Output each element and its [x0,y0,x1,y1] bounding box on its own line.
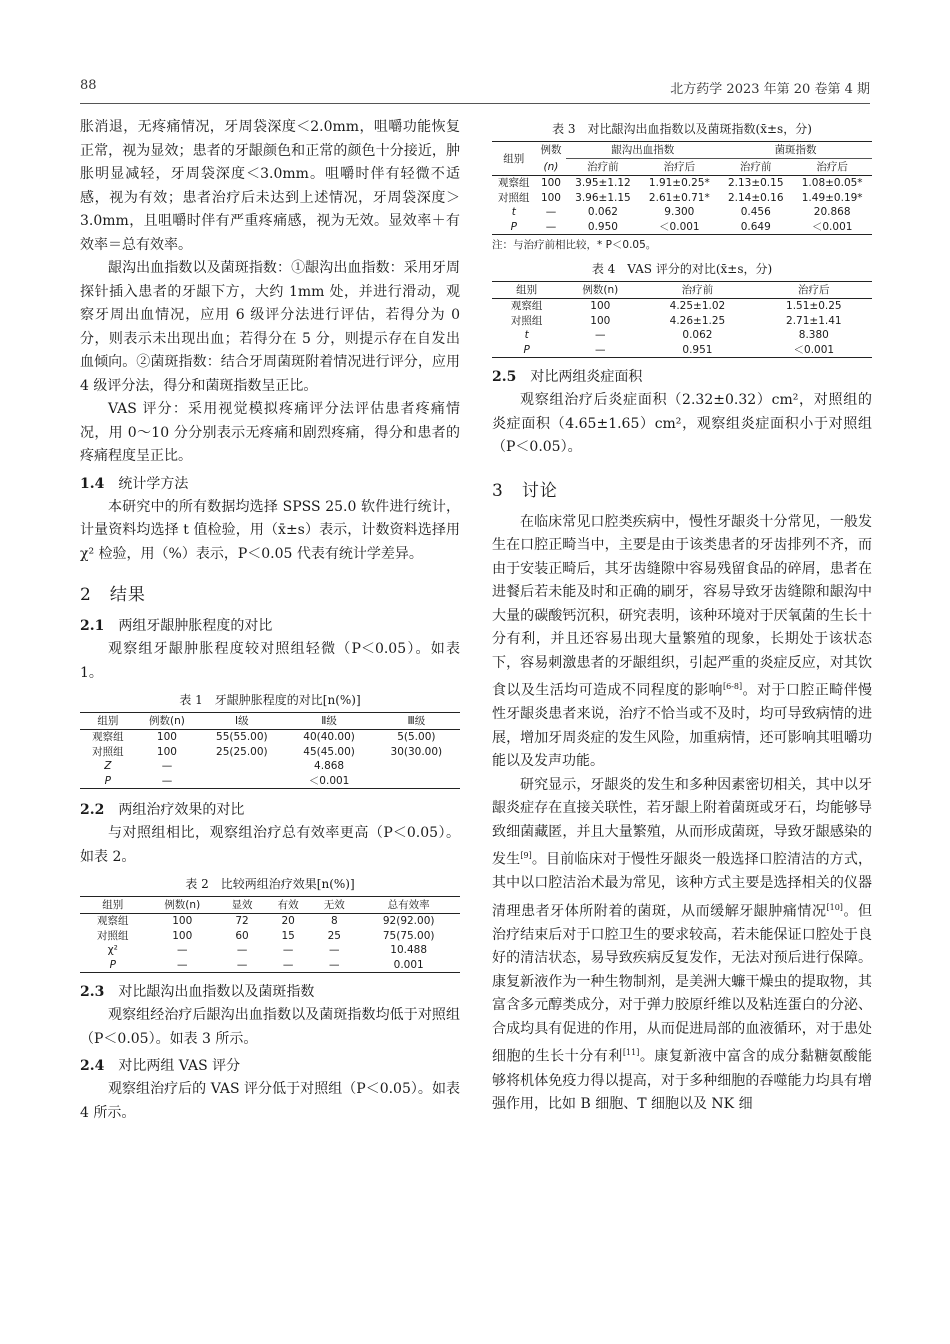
table-1: 组别 例数(n) Ⅰ级 Ⅱ级 Ⅲ级 观察组 100 55(55.00) 40(40.00) 5(5.00) 对照组 100 25(25.00) 45(45.00) 30(30.00) Z — 4.868 P — ＜0.001 [80,712,460,789]
paragraph: 观察组牙龈肿胀程度较对照组轻微（P＜0.05）。如表 1。 [80,641,460,681]
page-header [80,78,870,102]
section-heading: 2.2 两组治疗效果的对比 [80,802,245,818]
paragraph: 观察组经治疗后龈沟出血指数以及菌斑指数均低于对照组（P＜0.05）。如表 3 所示。 [80,1007,460,1047]
table-row: t — 0.062 9.300 0.456 20.868 [511,206,851,218]
journal-title: 北方药学 2023 年第 20 卷第 4 期 [670,82,870,97]
page-number: 88 [80,78,97,93]
citation: [10] [826,902,843,912]
table-row: 观察组 100 4.25±1.02 1.51±0.25 [510,300,842,312]
paragraph: 观察组治疗后的 VAS 评分低于对照组（P＜0.05）。如表 4 所示。 [80,1081,460,1121]
section-title: 3 讨论 [492,480,558,501]
table-row: 对照组 100 3.96±1.15 2.61±0.71* 2.14±0.16 1.49±0.19* [498,191,863,204]
table-row: P — — — — 0.001 [109,958,424,971]
citation: [9] [520,851,532,861]
table-row: 观察组 100 55(55.00) 40(40.00) 5(5.00) [92,731,436,743]
paragraph: 胀消退，无疼痛情况，牙周袋深度＜2.0mm，咀嚼功能恢复正常，视为显效；患者的牙龈颜色和正常的颜色十分接近，肿胀明显减轻，牙周袋深度＜3.0mm。咀嚼时伴有轻微不适感，视为有效；患者治疗后未达到上述情况，牙周袋深度＞3.0mm，且咀嚼时伴有严重疼痛感，视为无效。显效率＋有效率＝总有效率。 [80,119,460,253]
paragraph: 与对照组相比，观察组治疗总有效率更高（P＜0.05）。如表 2。 [80,825,460,865]
table-row: P — 0.951 ＜0.001 [523,343,835,356]
table-caption: 表 4 VAS 评分的对比(x̄±s，分) [591,262,773,276]
section-heading: 2.4 对比两组 VAS 评分 [80,1058,241,1074]
citation: [6-8] [722,682,743,691]
table-row: t — 0.062 8.380 [524,329,829,341]
section-title: 2 结果 [80,585,146,605]
section-heading: 2.5 对比两组炎症面积 [492,369,643,385]
paragraph: 本研究中的所有数据均选择 SPSS 25.0 软件进行统计，计量资料均选择 t 值检验，用（x̄±s）表示，计数资料选择用 χ² 检验，用（%）表示，P＜0.05 代表有统计学差异。 [80,498,460,562]
table-row: 观察组 100 3.95±1.12 1.91±0.25* 2.13±0.15 1.08±0.05* [498,177,863,189]
table-caption: 表 2 比较两组治疗效果[n(%)] [185,877,355,891]
table-caption: 表 1 牙龈肿胀程度的对比[n(%)] [179,693,361,707]
section-heading: 2.1 两组牙龈肿胀程度的对比 [80,618,273,634]
table-row: Z — 4.868 [104,760,345,772]
table-row: χ² — — — — 10.488 [107,944,428,956]
table-row: 对照组 100 25(25.00) 45(45.00) 30(30.00) [92,745,443,758]
section-heading: 1.4 统计学方法 [80,475,189,492]
paragraph: 研究显示，牙龈炎的发生和多种因素密切相关，其中以牙龈炎症存在直接关联性，若牙龈上附着菌斑或牙石，均能够导致细菌藏匿，并且大量繁殖，从而形成菌斑，导致牙龈感染的发生[9]。目前临床对于慢性牙龈炎一般选择口腔清洁的方式，其中以口腔洁治术最为常见，该种方式主要是选择相关的仪器清理患者牙体所附着的菌斑，从而缓解牙龈肿痛情况[10]。但治疗结束后对于口腔卫生的要求较高，若未能保证口腔处于良好的清洁状态，易导致疾病反复发作，无法对预后进行保障。康复新液作为一种生物制剂，是美洲大蠊干燥虫的提取物，其富含多元醇类成分，对于弹力胶原纤维以及粘连蛋白的分泌、合成均具有促进的作用，从而促进局部的血液循环，对于患处细胞的生长十分有利[11]。康复新液中富含的成分黏糖氨酸能够将机体免疫力得以提高，对于多种细胞的吞噬能力均具有增强作用，比如 B 细胞、T 细胞以及 NK 细 [492,776,873,1113]
table-row: 观察组 100 72 20 8 92(92.00) [96,915,435,927]
table-2: 组别 例数(n) 显效 有效 无效 总有效率 观察组 100 72 20 8 92(92.00) 对照组 100 60 15 25 75(75.00) χ² — — — — 10.488 P — — — — 0.001 [80,896,460,973]
table-4: 组别 例数(n) 治疗前 治疗后 观察组 100 4.25±1.02 1.51±0.25 对照组 100 4.26±1.25 2.71±1.41 t — 0.062 8.380 P — 0.951 ＜0.001 [492,281,872,358]
right-column [492,120,872,1117]
left-column [80,116,460,1125]
table-row: P — ＜0.001 [104,774,350,787]
table-3: 组别 例数 龈沟出血指数 菌斑指数 (n) 治疗前 治疗后 治疗前 治疗后 观察组 100 3.95±1.12 1.91±0.25* 2.13±0.15 1.08±0.05* 对照组 100 3.96±1.15 2.61±0.71* 2.14±0.16 1.49±0.19* t — 0.062 9.300 0.456 20.868 P — 0.950 ＜0.001 0.649 ＜0.001 [492,141,872,235]
table-row: 对照组 100 60 15 25 75(75.00) [96,929,435,942]
paragraph: VAS 评分：采用视觉模拟疼痛评分法评估患者疼痛情况，用 0～10 分分别表示无疼痛和剧烈疼痛，得分和患者的疼痛程度呈正比。 [80,401,460,464]
paragraph: 龈沟出血指数以及菌斑指数：①龈沟出血指数：采用牙周探针插入患者的牙龈下方，大约 1mm 处，并进行滑动，观察牙周出血情况，应用 6 级评分法进行评估，若得分为 0 分，则表示未出现出血；若得分在 5 分，则提示存在自发出血倾向。②菌斑指数：结合牙周菌斑附着情况进行评分，应用 4 级评分法，得分和菌斑指数呈正比。 [80,260,460,394]
paragraph: 在临床常见口腔类疾病中，慢性牙龈炎十分常见，一般发生在口腔正畸当中，主要是由于该类患者的牙齿排列不齐，而由于安装正畸后，其牙齿缝隙中容易残留食品的碎屑，患者在进餐后若未能及时和正确的刷牙，容易导致牙齿缝隙和龈沟中大量的碳酸钙沉积，研究表明，该种环境对于厌氧菌的生长十分有利，并且还容易出现大量繁殖的现象，长期处于该状态下，容易刺激患者的牙龈组织，引起严重的炎症反应，对其饮食以及生活均可造成不同程度的影响[6-8]。对于口腔正畸伴慢性牙龈炎患者来说，治疗不恰当或不及时，均可导致病情的进展，增加牙周炎症的发生风险，加重病情，还可影响其咀嚼功能以及发声功能。 [492,513,873,770]
paragraph: 观察组治疗后炎症面积（2.32±0.32）cm²，对照组的炎症面积（4.65±1.65）cm²，观察组炎症面积小于对照组（P＜0.05）。 [492,392,872,455]
table-caption: 表 3 对比龈沟出血指数以及菌斑指数(x̄±s，分) [552,122,812,136]
header-rule [80,103,870,104]
citation: [11] [622,1048,640,1058]
table-note: 注：与治疗前相比较，* P＜0.05。 [492,239,657,251]
table-row: 对照组 100 4.26±1.25 2.71±1.41 [510,314,842,327]
section-heading: 2.3 对比龈沟出血指数以及菌斑指数 [80,984,315,1000]
table-row: P — 0.950 ＜0.001 0.649 ＜0.001 [510,220,853,233]
